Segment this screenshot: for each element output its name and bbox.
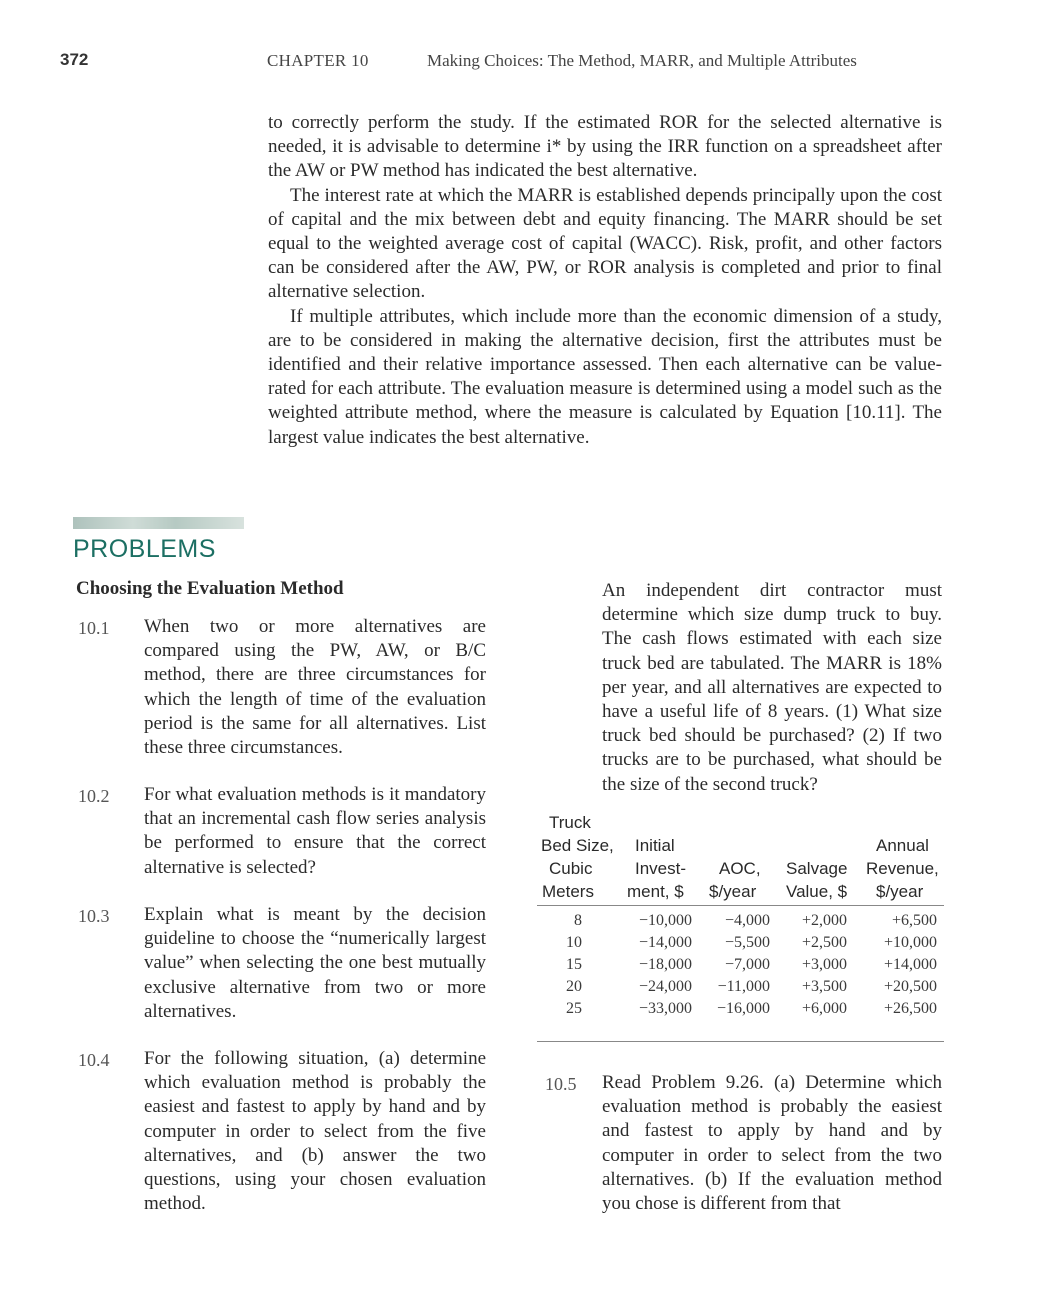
subsection-heading: Choosing the Evaluation Method	[76, 578, 344, 599]
table-cell: +14,000	[883, 956, 937, 973]
table-header-revenue-1: Annual	[876, 836, 929, 855]
summary-paragraph: to correctly perform the study. If the estimated ROR for the selected alternative is needed, it is advisable to determine i* by using the IRR function on a spreadsheet after the AW or PW method has indicated the best alternative.	[268, 112, 942, 182]
table-header-aoc-1: AOC,	[719, 859, 761, 878]
table-cell: +3,000	[801, 956, 847, 973]
problem-text: For what evaluation methods is it mandatory that an incremental cash flow series analysis be performed to ensure that the correct alternative is selected?	[144, 784, 486, 878]
table-cell: −4,000	[724, 912, 770, 929]
table-cell: 10	[566, 934, 582, 951]
table-cell: −10,000	[638, 912, 692, 929]
table-cell: −11,000	[717, 978, 770, 995]
problem-number: 10.5	[545, 1074, 577, 1094]
summary-paragraph: If multiple attributes, which include more than the economic dimension of a study, are to be considered in making the alternative decision, first the attributes must be identified and their relative importance assessed. Then each alternative can be value-rated for each attribute. The evaluation measure is determined using a model such as the weighted attribute method, where the measure is calculated by Equation [10.11]. The largest value indicates the best alternative.	[268, 305, 942, 448]
problem-text: Explain what is meant by the decision guideline to choose the “numerically largest value” when selecting the one best mutually exclusive alternative from two or more alternatives.	[144, 904, 486, 1022]
table-header-invest-3: ment, $	[627, 882, 684, 901]
table-header-revenue-3: $/year	[876, 882, 924, 901]
table-cell: −14,000	[638, 934, 692, 951]
table-header-size-4: Meters	[542, 882, 594, 901]
page-number: 372	[60, 50, 89, 69]
table-cell: +6,000	[801, 1000, 847, 1017]
table-header-salvage-2: Value, $	[786, 882, 848, 901]
problem-number: 10.3	[78, 906, 110, 926]
table-cell: 15	[566, 956, 582, 973]
section-decoration-bar	[73, 517, 244, 529]
table-cell: −7,000	[724, 956, 770, 973]
table-header-size-1: Truck	[549, 813, 591, 832]
chapter-summary	[268, 111, 942, 450]
table-cell: +3,500	[801, 978, 847, 995]
table-cell: −5,500	[724, 934, 770, 951]
table-cell: −33,000	[638, 1000, 692, 1017]
table-header-invest-1: Initial	[635, 836, 675, 855]
table-cell: +2,000	[801, 912, 847, 929]
table-cell: 20	[566, 978, 582, 995]
table-cell: 25	[566, 1000, 582, 1017]
table-header-aoc-2: $/year	[709, 882, 757, 901]
table-header-size-2: Bed Size,	[541, 836, 614, 855]
table-cell: −18,000	[638, 956, 692, 973]
table-cell: +26,500	[883, 1000, 937, 1017]
table-rule-top	[537, 905, 944, 906]
problem-number: 10.4	[78, 1050, 110, 1070]
table-header-salvage-1: Salvage	[786, 859, 848, 878]
section-heading: PROBLEMS	[73, 535, 216, 563]
table-cell: +6,500	[891, 912, 937, 929]
cash-flow-table-header	[537, 810, 947, 906]
table-cell: +20,500	[883, 978, 937, 995]
table-header-invest-2: Invest-	[635, 859, 687, 878]
table-header-revenue-2: Revenue,	[866, 859, 939, 878]
problem-text: For the following situation, (a) determine which evaluation method is probably the easiest and fastest to apply by hand and by computer in order to select from the five alternatives, and (b) answer the two questions, using your chosen evaluation method.	[144, 1048, 486, 1215]
chapter-label: CHAPTER 10	[267, 51, 369, 70]
summary-paragraph: The interest rate at which the MARR is established depends principally upon the cost of capital and the mix between debt and equity financing. The MARR should be set equal to the weighted average cost of capital (WACC). Risk, profit, and other factors can be considered after the AW, PW, or ROR analysis is completed and prior to final alternative selection.	[268, 184, 942, 303]
problem-number: 10.2	[78, 786, 110, 806]
table-cell: −16,000	[716, 1000, 770, 1017]
table-rule-bottom	[537, 1041, 944, 1042]
table-cell: +2,500	[801, 934, 847, 951]
problem-continuation: An independent dirt contractor must determine which size dump truck to buy. The cash flows estimated with each size truck bed are tabulated. The MARR is 18% per year, and all alternatives are expected to have a useful life of 8 years. (1) What size truck bed should be purchased? (2) If two trucks are to be purchased, what should be the size of the second truck?	[602, 580, 942, 795]
chapter-title: Making Choices: The Method, MARR, and Multiple Attributes	[427, 51, 857, 70]
problem-number: 10.1	[78, 618, 110, 638]
table-cell: +10,000	[883, 934, 937, 951]
table-header-size-3: Cubic	[549, 859, 593, 878]
table-cell: −24,000	[638, 978, 692, 995]
problem-text: When two or more alternatives are compared using the PW, AW, or B/C method, there are three circumstances for which the length of time of the evaluation period is the same for all alternatives. List these three circumstances.	[144, 616, 486, 759]
table-cell: 8	[574, 912, 582, 929]
problem-text: Read Problem 9.26. (a) Determine which evaluation method is probably the easiest and fastest to apply by hand and by computer in order to select from the two alternatives. (b) If the evaluation method you chose is different from that	[602, 1072, 942, 1215]
